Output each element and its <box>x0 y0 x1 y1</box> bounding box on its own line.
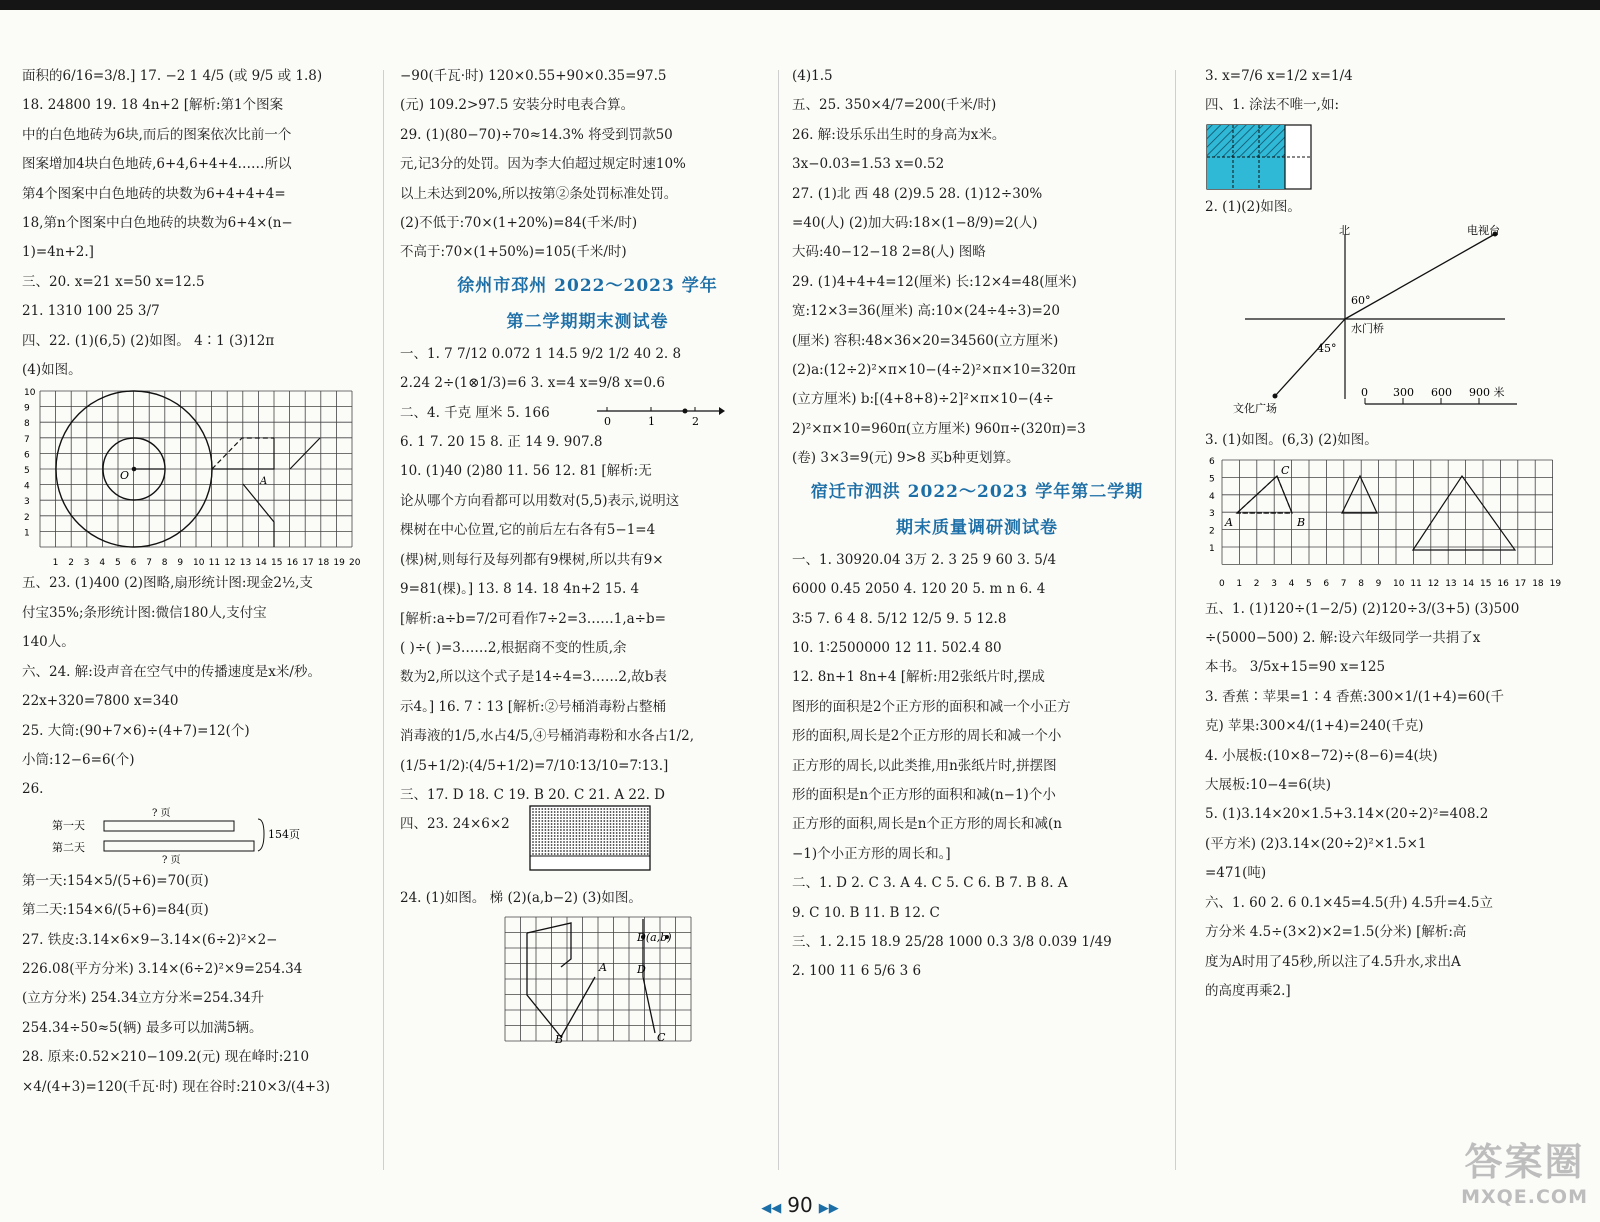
answer-line: 面积的6/16=3/8.] 17. −2 1 4/5 (或 9/5 或 1.8) <box>22 68 323 84</box>
answer-line: (厘米) 容积:48×36×20=34560(立方厘米) <box>792 332 1059 349</box>
x-tick-label: 6 <box>130 558 137 569</box>
point-c-label: C <box>657 1031 666 1045</box>
answer-line: ÷(5000−500) 2. 解:设六年级同学一共捐了x <box>1205 630 1481 647</box>
x-tick-label: 4 <box>1288 578 1295 589</box>
tick-label: 2 <box>692 414 699 428</box>
y-tick-label: 6 <box>24 450 30 461</box>
total-label: 154页 <box>268 827 300 841</box>
x-tick-label: 6 <box>1323 578 1330 589</box>
answer-line: 2. (1)(2)如图。 <box>1205 198 1301 215</box>
answer-lines <box>22 62 367 385</box>
answer-line: 五、1. (1)120÷(1−2/5) (2)120÷3/(3+5) (3)500 <box>1205 600 1520 617</box>
y-tick-label: 9 <box>24 404 30 415</box>
answer-line: =40(人) (2)加大码:18×(1−8/9)=2(人) <box>792 215 1038 232</box>
answer-line: 28. 原来:0.52×210−109.2(元) 现在峰时:210 <box>22 1049 310 1066</box>
answer-line: 26. <box>22 781 44 798</box>
answer-column-4 <box>1205 62 1590 1006</box>
origin-label: O <box>120 469 130 483</box>
question-label: ? 页 <box>162 854 181 866</box>
column-divider <box>383 70 384 1170</box>
y-tick-label: 5 <box>24 466 30 477</box>
answer-line: 12. 8n+1 8n+4 [解析:用2张纸片时,摆成 <box>792 669 1045 686</box>
answer-line: (1/5+1/2)∶(4/5+1/2)=7/10∶13/10=7∶13.] <box>400 757 669 774</box>
answer-line: 27. (1)北 西 48 (2)9.5 28. (1)12÷30% <box>792 185 1043 202</box>
x-tick-label: 17 <box>302 558 314 569</box>
answer-line: 3. x=7/6 x=1/2 x=1/4 <box>1205 68 1353 84</box>
answer-line: 三、1. 2.15 18.9 25/28 1000 0.3 3/8 0.039 1/49 <box>792 933 1112 950</box>
exam-heading: 宿迁市泗洪 2022～2023 学年第二学期 <box>810 481 1144 502</box>
answer-line: 2)²×π×10=960π(立方厘米) 960π÷(320π)=3 <box>792 420 1086 437</box>
answer-line: 10. (1)40 (2)80 11. 56 12. 81 [解析:无 <box>400 463 652 480</box>
x-tick-label: 14 <box>1462 578 1475 589</box>
answer-line: 大码:40−12−18 2=8(人) 图略 <box>792 244 986 261</box>
answer-line: 度为A时用了45秒,所以注了4.5升水,求出A <box>1205 953 1461 970</box>
point-d-label: D <box>637 963 646 977</box>
y-tick-label: 1 <box>1209 543 1215 554</box>
answer-line: 四、1. 涂法不唯一,如: <box>1205 97 1340 114</box>
point-a-label: A <box>1225 515 1233 529</box>
y-tick-label: 2 <box>1209 526 1215 537</box>
x-tick-label: 9 <box>1375 578 1382 589</box>
scale-label: 600 <box>1431 386 1452 400</box>
direction-map-figure <box>1205 224 1590 424</box>
answer-line-with-numberline <box>400 399 775 428</box>
x-tick-label: 11 <box>208 558 221 569</box>
answer-line: 中的白色地砖为6块,而后的图案依次比前一个 <box>22 126 292 143</box>
answer-line: 1)=4n+2.] <box>22 244 94 261</box>
y-tick-label: 2 <box>24 513 30 524</box>
answer-line: 五、23. (1)400 (2)图略,扇形统计图:现金2½,支 <box>22 575 313 592</box>
answer-line: 付宝35%;条形统计图:微信180人,支付宝 <box>22 604 267 621</box>
x-tick-label: 13 <box>239 558 252 569</box>
answer-line: 三、20. x=21 x=50 x=12.5 <box>22 273 205 290</box>
point-b-label: B <box>1297 515 1306 529</box>
answer-column-2 <box>400 62 775 1047</box>
exam-heading: 期末质量调研测试卷 <box>896 517 1058 538</box>
exam-heading: 徐州市邳州 2022～2023 学年 <box>457 275 718 296</box>
x-tick-label: 18 <box>317 558 330 569</box>
answer-line: (2)不低于:70×(1+20%)=84(千米/时) <box>400 215 638 232</box>
answer-lines <box>792 62 1162 474</box>
page-number <box>0 1193 1600 1217</box>
number-line-figure <box>595 401 725 427</box>
x-tick-label: 15 <box>1480 578 1492 589</box>
y-tick-label: 4 <box>24 482 30 493</box>
point-a-label: A <box>599 961 607 975</box>
x-tick-label: 2 <box>68 558 74 569</box>
answer-line: 宽:12×3=36(厘米) 高:10×(24÷4÷3)=20 <box>792 303 1060 320</box>
answer-line: 不高于:70×(1+50%)=105(千米/时) <box>400 244 627 261</box>
angle-label: 60° <box>1351 294 1371 308</box>
answer-column-1 <box>22 62 367 1102</box>
x-tick-label: 7 <box>146 558 152 569</box>
answer-line: 的高度再乘2.] <box>1205 982 1291 999</box>
answer-line: 26. 解:设乐乐出生时的身高为x米。 <box>792 126 1006 143</box>
answer-line: 六、1. 60 2. 6 0.1×45=4.5(升) 4.5升=4.5立 <box>1205 894 1494 911</box>
prev-arrow-icon[interactable]: ◀◀ <box>761 1201 782 1216</box>
y-tick-label: 1 <box>24 528 30 539</box>
top-border <box>0 0 1600 10</box>
column-divider <box>778 70 779 1170</box>
answer-line: −1)个小正方形的周长和。] <box>792 845 951 862</box>
x-tick-label: 4 <box>99 558 106 569</box>
x-tick-label: 19 <box>1549 578 1562 589</box>
point-dab-label: D(a,b) <box>637 931 672 945</box>
answer-line: 克) 苹果:300×4/(1+4)=240(千克) <box>1205 718 1424 735</box>
answer-line: 三、17. D 18. C 19. B 20. C 21. A 22. D <box>400 786 665 803</box>
x-tick-label: 15 <box>271 558 283 569</box>
answer-line: 9. C 10. B 11. B 12. C <box>792 904 940 921</box>
answer-line: 五、25. 350×4/7=200(千米/时) <box>792 97 997 114</box>
trapezoid-grid-figure <box>495 915 775 1045</box>
answer-line: 大展板:10−4=6(块) <box>1205 777 1332 794</box>
point-c-label: C <box>1281 463 1290 477</box>
answer-line-with-dotgrid <box>400 810 775 839</box>
answer-line: 二、4. 千克 厘米 5. 166 <box>400 404 550 421</box>
answer-line: 正方形的周长,以此类推,用n张纸片时,拼摆图 <box>792 757 1057 774</box>
answer-line: 18,第n个图案中白色地砖的块数为6+4×(n− <box>22 215 293 232</box>
y-tick-label: 8 <box>24 419 30 430</box>
answer-line: 小筒:12−6=6(个) <box>22 751 135 768</box>
answer-line: 254.34÷50≈5(辆) 最多可以加满5辆。 <box>22 1019 263 1036</box>
answer-line: 元,记3分的处罚。因为李大伯超过规定时速10% <box>400 156 686 173</box>
answer-lines <box>1205 595 1590 1007</box>
answer-line: 本书。 3/5x+15=90 x=125 <box>1205 659 1386 676</box>
answer-line: 6000 0.45 2050 4. 120 20 5. m n 6. 4 <box>792 581 1046 598</box>
answer-line: 10. 1∶2500000 12 11. 502.4 80 <box>792 639 1002 656</box>
answer-line: (4)1.5 <box>792 68 833 84</box>
answer-line: −90(千瓦·时) 120×0.55+90×0.35=97.5 <box>400 68 667 84</box>
answer-line: ( )÷( )=3……2,根据商不变的性质,余 <box>400 639 627 656</box>
watermark-title: 答案圈 <box>1464 1140 1585 1184</box>
watermark-url: MXQE.COM <box>1461 1186 1588 1208</box>
answer-line: 226.08(平方分米) 3.14×(6÷2)²×9=254.34 <box>22 960 303 977</box>
y-tick-label: 10 <box>24 388 36 399</box>
answer-line: [解析:a÷b=7/2可看作7÷2=3……1,a÷b= <box>400 610 666 627</box>
answer-line: 27. 铁皮:3.14×6×9−3.14×(6÷2)²×2− <box>22 931 278 948</box>
question-label: ? 页 <box>152 807 171 819</box>
x-tick-label: 2 <box>1253 578 1260 589</box>
answer-line: 9=81(棵)。] 13. 8 14. 18 4n+2 15. 4 <box>400 581 640 598</box>
point-a-label: A <box>260 476 268 488</box>
answer-line: 5. (1)3.14×20×1.5+3.14×(20÷2)²=408.2 <box>1205 806 1489 823</box>
x-tick-label: 10 <box>1393 578 1405 589</box>
answer-column-3 <box>792 62 1162 987</box>
bar-segment-figure <box>22 807 367 865</box>
answer-lines <box>22 867 367 1102</box>
tick-label: 0 <box>604 414 611 428</box>
x-tick-label: 12 <box>1427 578 1440 589</box>
answer-line: 24. (1)如图。 梯 (2)(a,b−2) (3)如图。 <box>400 889 642 906</box>
answer-line: (2)a:(12÷2)²×π×10−(4÷2)²×π×10=320π <box>792 362 1076 379</box>
circle-grid-figure <box>22 387 367 567</box>
answer-line: (立方厘米) b:[(4+8+8)÷2]²×π×10−(4÷ <box>792 391 1054 408</box>
x-tick-label: 16 <box>286 558 299 569</box>
answer-line: 第二天:154×6/(5+6)=84(页) <box>22 902 209 919</box>
x-tick-label: 8 <box>1358 578 1364 589</box>
answer-line: 一、1. 30920.04 3万 2. 3 25 9 60 3. 5/4 <box>792 551 1057 568</box>
answer-line: 示4。] 16. 7∶13 [解析:②号桶消毒粉占整桶 <box>400 698 667 715</box>
answer-line: 论从哪个方向看都可以用数对(5,5)表示,说明这 <box>400 492 680 509</box>
watermark-logo <box>1461 1131 1588 1208</box>
next-arrow-icon[interactable]: ▶▶ <box>818 1201 839 1216</box>
answer-line: 18. 24800 19. 18 4n+2 [解析:第1个图案 <box>22 97 284 114</box>
x-tick-label: 10 <box>193 558 205 569</box>
y-tick-label: 4 <box>1209 491 1215 502</box>
y-tick-label: 3 <box>24 497 30 508</box>
x-tick-label: 9 <box>177 558 184 569</box>
tv-station-label: 电视台 <box>1467 224 1500 238</box>
answer-line: 2. 100 11 6 5/6 3 6 <box>792 963 922 980</box>
y-tick-label: 7 <box>24 435 30 446</box>
dot-grid-figure <box>528 804 658 874</box>
answer-line: (4)如图。 <box>22 362 82 379</box>
shaded-rectangle-figure <box>1205 123 1590 191</box>
x-tick-label: 16 <box>1497 578 1509 589</box>
day2-label: 第二天 <box>52 840 85 854</box>
answer-lines <box>22 569 367 804</box>
answer-line: 21. 1310 100 25 3/7 <box>22 303 160 320</box>
answer-line: (元) 109.2>97.5 安装分时电表合算。 <box>400 97 635 114</box>
x-tick-label: 17 <box>1514 578 1527 589</box>
north-label: 北 <box>1339 224 1350 238</box>
column-divider <box>1175 70 1176 1170</box>
point-b-label: B <box>555 1033 564 1047</box>
answer-line: 22x+320=7800 x=340 <box>22 693 179 710</box>
answer-line: 数为2,所以这个式子是14÷4=3……2,故b表 <box>400 669 667 686</box>
x-tick-label: 1 <box>52 558 59 569</box>
answer-line: 形的面积是n个正方形的面积和减(n−1)个小 <box>792 786 1056 803</box>
answer-line: 3∶5 7. 6 4 8. 5/12 12/5 9. 5 12.8 <box>792 610 1007 627</box>
answer-line: 方分米 4.5÷(3×2)×2=1.5(分米) [解析:高 <box>1205 924 1467 941</box>
x-tick-label: 14 <box>255 558 267 569</box>
answer-line: =471(吨) <box>1205 865 1267 882</box>
x-tick-label: 20 <box>349 558 361 569</box>
x-tick-label: 0 <box>1219 578 1225 589</box>
scale-label: 300 <box>1393 386 1414 400</box>
answer-line: 四、22. (1)(6,5) (2)如图。 4∶1 (3)12π <box>22 332 275 349</box>
x-tick-label: 8 <box>161 558 168 569</box>
answer-line: 29. (1)(80−70)÷70≈14.3% 将受到罚款50 <box>400 126 673 143</box>
x-tick-label: 3 <box>83 558 90 569</box>
scale-label: 0 <box>1361 386 1368 400</box>
answer-line: 一、1. 7 7/12 0.072 1 14.5 9/2 1/2 40 2. 8 <box>400 345 682 362</box>
answer-line: (立方分米) 254.34立方分米=254.34升 <box>22 990 265 1007</box>
answer-line: 29. (1)4+4+4=12(厘米) 长:12×4=48(厘米) <box>792 273 1077 290</box>
page-number-value: 90 <box>787 1193 813 1217</box>
x-tick-label: 19 <box>333 558 345 569</box>
triangle-grid-figure <box>1205 458 1590 593</box>
answer-line: 以上未达到20%,所以按第②条处罚标准处罚。 <box>400 185 678 202</box>
y-tick-label: 3 <box>1209 508 1215 519</box>
answer-line: 3x−0.03=1.53 x=0.52 <box>792 156 945 173</box>
tick-label: 1 <box>648 414 655 428</box>
x-tick-label: 5 <box>115 558 121 569</box>
answer-line: 2.24 2÷(1⊗1/3)=6 3. x=4 x=9/8 x=0.6 <box>400 375 665 392</box>
answer-line: 25. 大筒:(90+7×6)÷(4+7)=12(个) <box>22 722 250 739</box>
answer-line: 第4个图案中白色地砖的块数为6+4+4+4= <box>22 185 286 202</box>
bridge-label: 水门桥 <box>1351 322 1384 336</box>
y-tick-label: 5 <box>1209 474 1215 485</box>
x-tick-label: 12 <box>224 558 236 569</box>
scale-label: 900 米 <box>1469 386 1505 400</box>
answer-lines <box>792 546 1162 987</box>
answer-line: 图形的面积是2个正方形的面积和减一个小正方 <box>792 698 1071 715</box>
day1-label: 第一天 <box>52 818 85 832</box>
x-tick-label: 5 <box>1306 578 1312 589</box>
y-tick-label: 6 <box>1209 456 1215 467</box>
answer-lines <box>400 340 775 840</box>
answer-line: 消毒液的1/5,水占4/5,④号桶消毒粉和水各占1/2, <box>400 728 695 745</box>
answer-line: (平方米) (2)3.14×(20÷2)²×1.5×1 <box>1205 835 1427 852</box>
x-tick-label: 7 <box>1340 578 1347 589</box>
answer-line: 二、1. D 2. C 3. A 4. C 5. C 6. B 7. B 8. A <box>792 875 1068 892</box>
x-tick-label: 1 <box>1236 578 1243 589</box>
x-tick-label: 18 <box>1532 578 1544 589</box>
answer-line: 四、23. 24×6×2 <box>400 816 510 833</box>
answer-line: (卷) 3×3=9(元) 9>8 买b种更划算。 <box>792 450 1020 467</box>
answer-line: 140人。 <box>22 634 75 651</box>
plaza-label: 文化广场 <box>1233 402 1277 416</box>
answer-line: 第一天:154×5/(5+6)=70(页) <box>22 872 209 889</box>
x-tick-label: 11 <box>1410 578 1422 589</box>
answer-line: 4. 小展板:(10×8−72)÷(8−6)=4(块) <box>1205 747 1438 764</box>
answer-line: ×4/(4+3)=120(千瓦·时) 现在谷时:210×3/(4+3) <box>22 1078 330 1095</box>
answer-line: (棵)树,则每行及每列都有9棵树,所以共有9× <box>400 551 664 568</box>
angle-label: 45° <box>1317 342 1337 356</box>
exam-heading: 第二学期期末测试卷 <box>506 311 669 332</box>
answer-line: 图案增加4块白色地砖,6+4,6+4+4……所以 <box>22 156 292 173</box>
answer-line: 正方形的面积,周长是n个正方形的周长和减(n <box>792 816 1062 833</box>
answer-line: 6. 1 7. 20 15 8. 正 14 9. 907.8 <box>400 434 603 451</box>
x-tick-label: 13 <box>1445 578 1457 589</box>
answer-lines <box>400 62 775 268</box>
answer-line: 3. (1)如图。(6,3) (2)如图。 <box>1205 432 1378 449</box>
x-tick-label: 3 <box>1271 578 1277 589</box>
answer-line: 3. 香蕉∶苹果=1∶4 香蕉:300×1/(1+4)=60(千 <box>1205 688 1504 705</box>
answer-line: 棵树在中心位置,它的前后左右各有5−1=4 <box>400 522 656 539</box>
answer-line: 形的面积,周长是2个正方形的周长和减一个小 <box>792 728 1062 745</box>
answer-line: 六、24. 解:设声音在空气中的传播速度是x米/秒。 <box>22 663 321 680</box>
